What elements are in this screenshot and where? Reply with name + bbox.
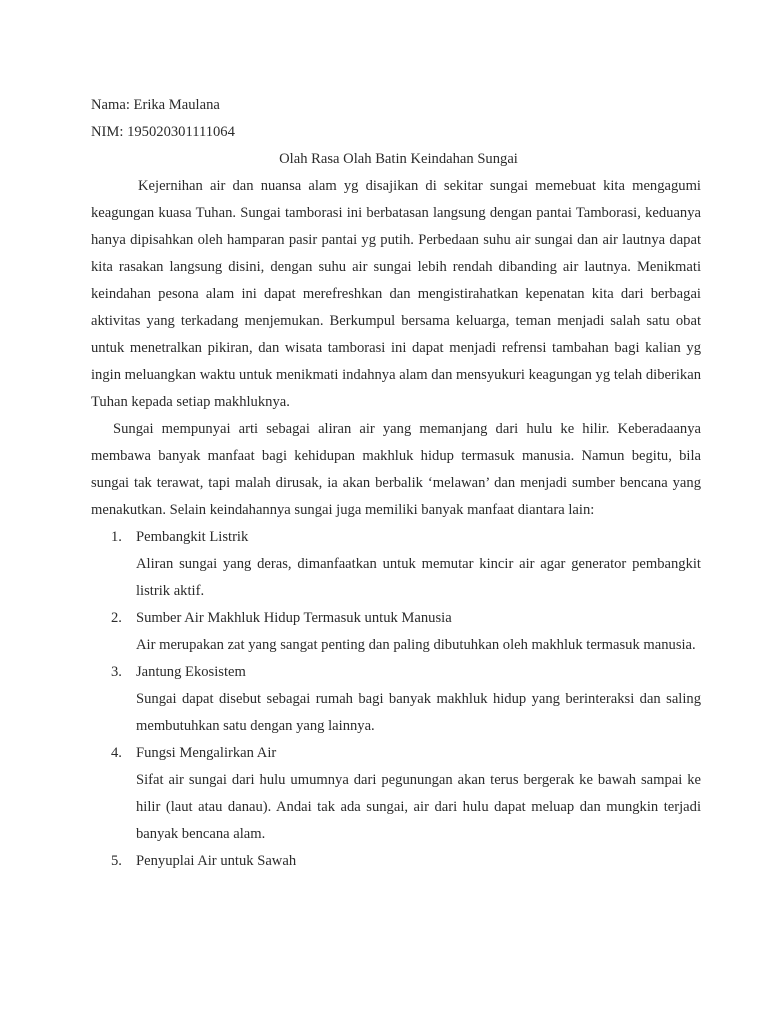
student-id: NIM: 195020301111064 — [91, 124, 235, 140]
list-item-description: Aliran sungai yang deras, dimanfaatkan untuk memutar kincir air agar generator pembangkit listrik aktif. — [136, 556, 701, 599]
list-item-title: Penyuplai Air untuk Sawah — [136, 853, 297, 869]
list-item-number: 1. — [111, 529, 122, 545]
list-item-title: Sumber Air Makhluk Hidup Termasuk untuk Manusia — [136, 610, 452, 626]
list-item-title: Jantung Ekosistem — [136, 664, 246, 680]
list-item-number: 2. — [111, 610, 122, 626]
list-item-number: 4. — [111, 745, 122, 761]
list-item-description: Air merupakan zat yang sangat penting dan paling dibutuhkan oleh makhluk termasuk manusia. — [136, 637, 696, 653]
list-item-number: 5. — [111, 853, 122, 869]
paragraph-1: Kejernihan air dan nuansa alam yg disajikan di sekitar sungai memebuat kita mengagumi keagungan kuasa Tuhan. Sungai tamborasi ini berbatasan langsung dengan pantai Tamborasi, keduanya hanya dipisahkan oleh hamparan pasir pantai yg putih. Perbedaan suhu air sungai dan air lautnya dapat kita rasakan langsung disini, dengan suhu air sungai lebih rendah dibanding air lautnya. Menikmati keindahan pesona alam ini dapat merefreshkan dan mengistirahatkan kepenatan kita dari berbagai aktivitas yang terkadang menjemukan. Berkumpul bersama keluarga, teman menjadi salah satu obat untuk menetralkan pikiran, dan wisata tamborasi ini dapat menjadi refrensi tambahan bagi kalian yg ingin meluangkan waktu untuk menikmati indahnya alam dan mensyukuri keagungan yg telah diberikan Tuhan kepada setiap makhluknya. — [91, 178, 701, 410]
list-item — [91, 659, 701, 740]
list-item-description: Sungai dapat disebut sebagai rumah bagi banyak makhluk hidup yang berinteraksi dan saling membutuhkan satu dengan yang lainnya. — [136, 691, 701, 734]
list-item — [91, 524, 701, 605]
paragraph-2: Sungai mempunyai arti sebagai aliran air yang memanjang dari hulu ke hilir. Keberadaanya membawa banyak manfaat bagi kehidupan makhluk hidup termasuk manusia. Namun begitu, bila sungai tak terawat, tapi malah dirusak, ia akan berbalik ‘melawan’ dan menjadi sumber bencana yang menakutkan. Selain keindahannya sungai juga memiliki banyak manfaat diantara lain: — [91, 421, 701, 518]
list-item-title: Pembangkit Listrik — [136, 529, 249, 545]
document-body — [91, 92, 701, 875]
list-item — [91, 605, 701, 659]
list-item-number: 3. — [111, 664, 122, 680]
list-item-title: Fungsi Mengalirkan Air — [136, 745, 277, 761]
document-title: Olah Rasa Olah Batin Keindahan Sungai — [279, 151, 518, 167]
benefits-list — [91, 524, 701, 875]
author-name: Nama: Erika Maulana — [91, 97, 220, 113]
list-item-description: Sifat air sungai dari hulu umumnya dari pegunungan akan terus bergerak ke bawah sampai ke hilir (laut atau danau). Andai tak ada sungai, air dari hulu dapat meluap dan mungkin terjadi banyak bencana alam. — [136, 772, 701, 842]
list-item — [91, 740, 701, 848]
list-item — [91, 848, 701, 875]
